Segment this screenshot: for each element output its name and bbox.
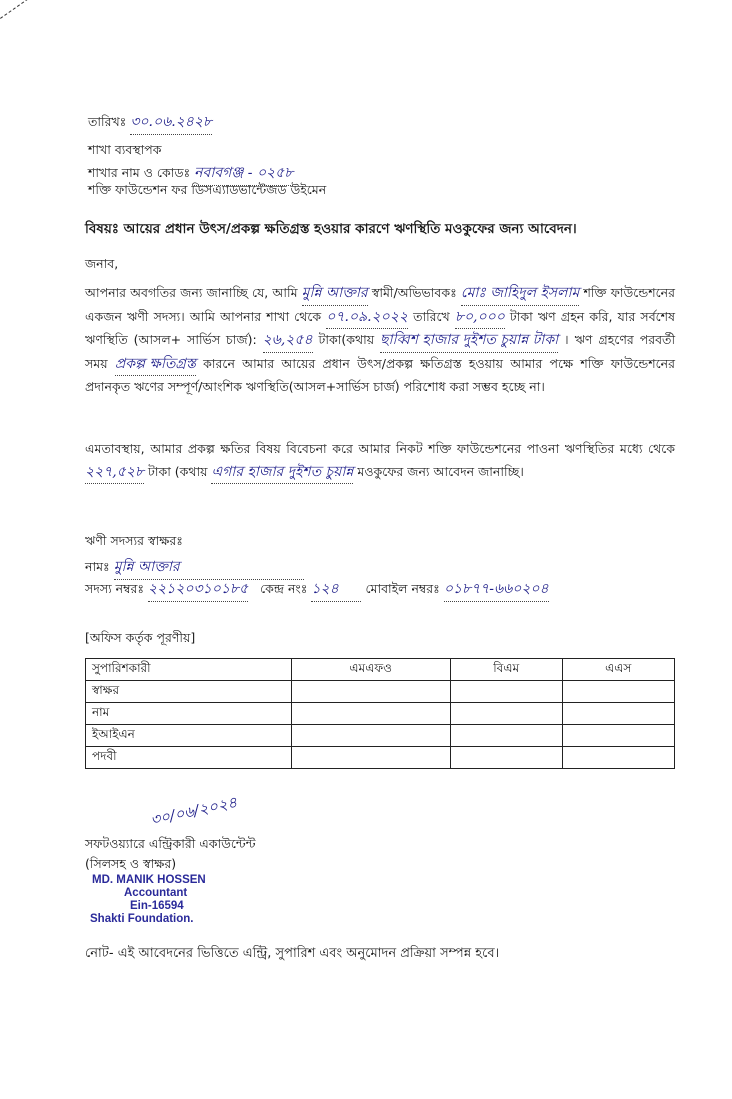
stamp-org: Shakti Foundation. [90, 913, 194, 925]
table-cell [291, 747, 450, 769]
row-label-name: নাম [86, 703, 292, 725]
table-cell [562, 747, 674, 769]
table-cell [562, 703, 674, 725]
table-cell [450, 725, 562, 747]
header-bm: বিএম [450, 659, 562, 681]
table-cell [450, 703, 562, 725]
subject-line: বিষয়ঃ আয়ের প্রধান উৎস/প্রকল্প ক্ষতিগ্রস্ত হওয়ার কারণে ঋণস্থিতি মওকুফের জন্য আবেদন। [85, 221, 577, 237]
p1-text-1: আপনার অবগতির জন্য জানাচ্ছি যে, আমি [85, 285, 298, 300]
table-row [86, 681, 675, 703]
mobile-value: ০১৮৭৭-৬৬০২০৪ [444, 577, 549, 602]
p1-text-3: শক্তি ফাউন্ডেশনের একজন ঋণী সদস্য। আমি আপনার শাখা থেকে [85, 285, 675, 324]
row-label-ein: ইআইএন [86, 725, 292, 747]
table-cell [562, 681, 674, 703]
p2-text-3: মওকুফের জন্য আবেদন জানাচ্ছি। [357, 463, 524, 479]
row-label-signature: স্বাক্ষর [86, 681, 292, 703]
salutation: জনাব, [85, 256, 119, 271]
org-line: শক্তি ফাউন্ডেশন ফর ডিসএ্যাডভান্টেজড উইমেন [88, 182, 327, 197]
date-value: ৩০.০৬.২৪২৮ [130, 110, 212, 135]
header-as: এএস [562, 659, 674, 681]
table-row [86, 725, 675, 747]
loan-date: ০৭.০৯.২০২২ [326, 306, 408, 330]
applicant-name: মুন্নি আক্তার [302, 282, 368, 306]
accountant-signature-date: ৩০/০৬/২০২৪ [148, 793, 239, 829]
balance-in-words: ছাব্বিশ হাজার দুইশত চুয়ান্ন টাকা [380, 329, 558, 353]
header-recommender: সুপারিশকারী [86, 659, 292, 681]
row-label-designation: পদবী [86, 747, 292, 769]
center-label: কেন্দ্র নংঃ [260, 581, 308, 596]
body-paragraph-2 [85, 438, 675, 484]
table-cell [291, 703, 450, 725]
p2-text-2: টাকা (কথায় [148, 463, 208, 479]
mobile-label: মোবাইল নম্বরঃ [365, 581, 440, 596]
table-cell [291, 681, 450, 703]
member-name-value: মুন্নি আক্তার [114, 555, 304, 580]
date-line [88, 110, 212, 135]
p1-text-4: তারিখে [413, 308, 450, 324]
member-signature-label: ঋণী সদস্যর স্বাক্ষরঃ [85, 533, 183, 548]
p2-text-1: এমতাবস্থায়, আমার প্রকল্প ক্ষতির বিষয় বিবেচনা করে আমার নিকট শক্তি ফাউন্ডেশনের পাওনা ঋণস্থিতির মধ্যে থেকে [85, 441, 675, 456]
office-table [85, 658, 675, 769]
body-paragraph-1 [85, 282, 675, 399]
table-cell [450, 747, 562, 769]
table-cell [291, 725, 450, 747]
table-cell [450, 681, 562, 703]
loan-amount: ৮০,০০০ [455, 306, 505, 330]
outstanding-balance: ২৬,২৫৪ [263, 329, 313, 353]
table-cell [562, 725, 674, 747]
office-section-title: [অফিস কর্তৃক পূরণীয়] [85, 630, 196, 645]
waiver-amount: ২২৭,৫২৮ [85, 461, 144, 485]
member-id-label: সদস্য নম্বরঃ [85, 581, 145, 596]
stamp-ein: Ein-16594 [130, 900, 184, 912]
office-table-header [86, 659, 675, 681]
branch-label: শাখার নাম ও কোডঃ [88, 165, 191, 180]
accountant-seal-note: (সিলসহ ও স্বাক্ষর) [85, 856, 177, 871]
member-id-line [85, 577, 549, 602]
accountant-stamp [92, 874, 206, 926]
waiver-amount-words: এগার হাজার দুইশত চুয়ান্ন [211, 461, 353, 485]
branch-value: নবাবগঞ্জ - ০২৫৮ [194, 161, 293, 186]
stamp-name: MD. MANIK HOSSEN [92, 874, 206, 886]
loss-reason: প্রকল্প ক্ষতিগ্রস্ত [115, 353, 196, 377]
guardian-name: মোঃ জাহিদুল ইসলাম [461, 282, 579, 306]
header-mfo: এমএফও [291, 659, 450, 681]
addressee: শাখা ব্যবস্থাপক [88, 142, 162, 157]
accountant-role: সফটওয়্যারে এন্ট্রিকারী একাউন্টেন্ট [85, 836, 256, 851]
table-row [86, 703, 675, 725]
date-label: তারিখঃ [88, 114, 127, 129]
p1-text-7: । ঋণ গ্রহণের পরবর্তী সময় [85, 332, 676, 371]
p1-text-5: টাকা ঋণ গ্রহন করি, যার সর্বশেষ ঋণস্থিতি (আসল+ সার্ভিস চার্জ): [85, 308, 675, 347]
footer-note: নোট- এই আবেদনের ভিত্তিতে এন্ট্রি, সুপারিশ এবং অনুমোদন প্রক্রিয়া সম্পন্ন হবে। [85, 946, 500, 961]
p1-text-8: কারনে আমার আয়ের প্রধান উৎস/প্রকল্প ক্ষতিগ্রস্ত হওয়ায় আমার পক্ষে শক্তি ফাউন্ডেশনের প্রদানকৃত ঋণের সম্পূর্ণ/আংশিক ঋণস্থিতি(আসল+সার্ভিস চার্জ) পরিশোধ করা সম্ভব হচ্ছে না। [85, 355, 676, 394]
member-name-label: নামঃ [85, 559, 110, 574]
table-row [86, 747, 675, 769]
stamp-title: Accountant [124, 887, 188, 899]
p1-text-6: টাকা(কথায় [318, 332, 375, 347]
corner-mark [0, 0, 28, 19]
p1-text-2: স্বামী/অভিভাবকঃ [371, 285, 457, 300]
member-id-value: ২২১২০৩১০১৮৫ [148, 577, 248, 602]
center-value: ১২৪ [311, 577, 361, 602]
